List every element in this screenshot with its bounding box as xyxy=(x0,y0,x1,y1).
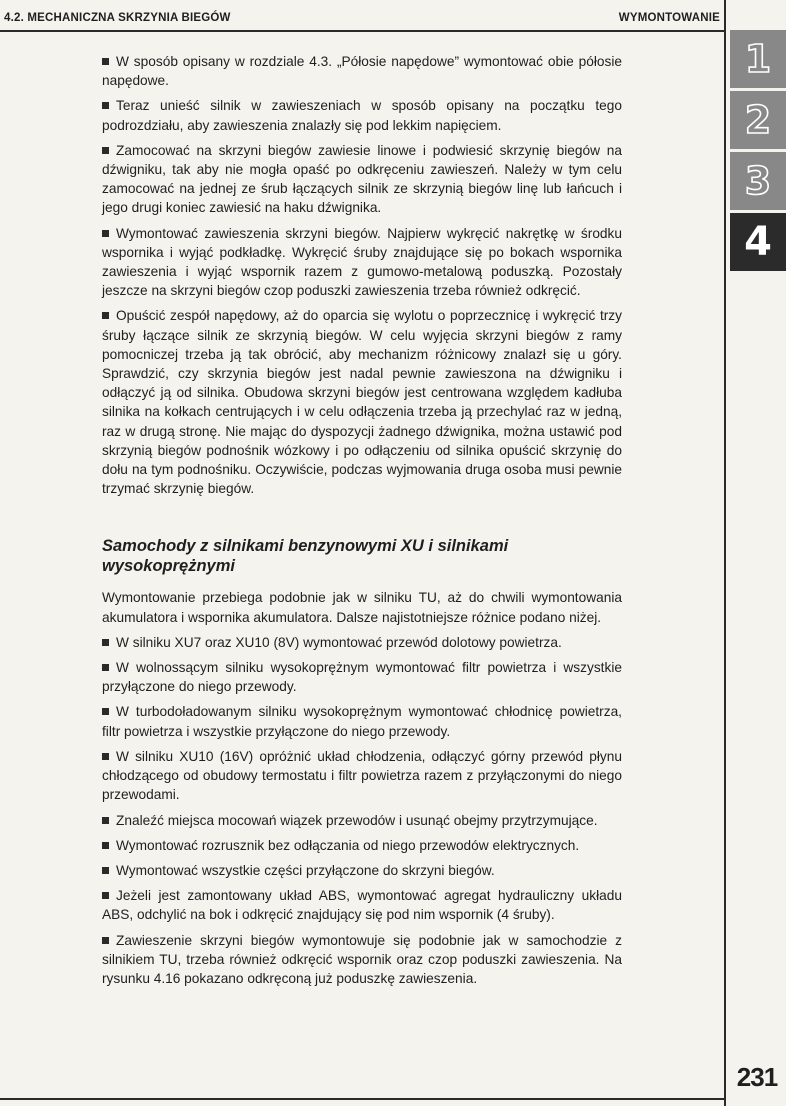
paragraph-text: W wolnossącym silniku wysokoprężnym wymontować filtr powietrza i wszystkie przyłączone do niego przewody. xyxy=(102,660,622,695)
square-bullet-icon xyxy=(102,867,109,874)
square-bullet-icon xyxy=(102,817,109,824)
bullet-paragraph xyxy=(102,96,622,134)
square-bullet-icon xyxy=(102,58,109,65)
chapter-tab-1 xyxy=(730,30,786,88)
page-number: 231 xyxy=(736,1062,778,1092)
square-bullet-icon xyxy=(102,892,109,899)
paragraph-text: Wymontować zawieszenia skrzyni biegów. Najpierw wykręcić nakrętkę w środku wspornika i wyjąć podkładkę. Wykręcić śruby znajdujące się po bokach wspornika zawieszenia i wyjąć wspornik razem z gumowo-metalową poduszką. Pozostały jeszcze na skrzyni biegów czop poduszki zawieszenia trzeba również odkręcić. xyxy=(102,225,622,299)
paragraph-text: Znaleźć miejsca mocowań wiązek przewodów i usunąć obejmy przytrzymujące. xyxy=(116,812,598,828)
square-bullet-icon xyxy=(102,664,109,671)
bullet-paragraph xyxy=(102,52,622,90)
bullet-paragraph xyxy=(102,306,622,498)
square-bullet-icon xyxy=(102,708,109,715)
bullet-paragraph xyxy=(102,931,622,989)
bullet-paragraph xyxy=(102,141,622,218)
square-bullet-icon xyxy=(102,753,109,760)
paragraph-text: W silniku XU7 oraz XU10 (8V) wymontować przewód dolotowy powietrza. xyxy=(116,634,562,650)
bullet-paragraph xyxy=(102,836,622,855)
square-bullet-icon xyxy=(102,639,109,646)
chapter-tab-4-active xyxy=(730,213,786,271)
bullet-paragraph xyxy=(102,633,622,652)
bullet-paragraph xyxy=(102,886,622,924)
section-intro: Wymontowanie przebiega podobnie jak w silniku TU, aż do chwili wymontowania akumulatora i wspornika akumulatora. Dalsze najistotniejsze różnice podano niżej. xyxy=(102,590,622,625)
margin-rule xyxy=(724,0,726,1106)
square-bullet-icon xyxy=(102,102,109,109)
bullet-paragraph xyxy=(102,702,622,740)
chapter-heading: 4.2. MECHANICZNA SKRZYNIA BIEGÓW xyxy=(4,12,231,24)
paragraph-text: Teraz unieść silnik w zawieszeniach w sposób opisany na początku tego podrozdziału, aby zawieszenia znalazły się pod lekkim napięciem. xyxy=(102,98,622,133)
bullet-paragraph xyxy=(102,861,622,880)
chapter-tabs xyxy=(730,30,786,274)
paragraph-text: Wymontować wszystkie części przyłączone do skrzyni biegów. xyxy=(116,862,495,878)
square-bullet-icon xyxy=(102,842,109,849)
footer-rule xyxy=(0,1098,726,1100)
paragraph-text: Jeżeli jest zamontowany układ ABS, wymontować agregat hydrauliczny układu ABS, odchylić na bok i odkręcić znajdujący się pod nim wspornik (4 śruby). xyxy=(102,888,622,923)
paragraph-text: Opuścić zespół napędowy, aż do oparcia się wylotu o poprzecznicę i wykręcić trzy śruby łączące silnik ze skrzynią biegów. W celu wyjęcia skrzyni biegów z ramy pomocniczej trzeba ją tak obrócić, aby mechanizm różnicowy znalazł się u góry. Sprawdzić, czy skrzynia biegów jest nadal pewnie zawieszona na dźwigniku i odłączyć ją od silnika. Obudowa skrzyni biegów jest centrowana względem kadłuba silnika na kołkach centrujących i w celu odłączenia trzeba ją przechylać raz w jedną, raz w drugą stronę. Nie mając do dyspozycji żadnego dźwignika, można ustawić pod skrzynią biegów podnośnik wózkowy i po odłączeniu od silnika opuścić skrzynię do dołu na tym podnośniku. Oczywiście, podczas wyjmowania druga osoba musi pewnie trzymać skrzynię biegów. xyxy=(102,308,622,497)
chapter-tab-label: 1 xyxy=(744,37,772,81)
paragraph-text: Wymontować rozrusznik bez odłączania od niego przewodów elektrycznych. xyxy=(116,837,580,853)
bullet-paragraph xyxy=(102,747,622,805)
chapter-tab-label: 3 xyxy=(744,159,772,203)
chapter-tab-2 xyxy=(730,91,786,149)
main-text xyxy=(102,52,622,994)
bullet-paragraph xyxy=(102,224,622,301)
paragraph-text: Zawieszenie skrzyni biegów wymontowuje się podobnie jak w samochodzie z silnikiem TU, trzeba również odkręcić wspornik oraz czop poduszki zawieszenia. Na rysunku 4.16 pokazano odkręconą już poduszkę zawieszenia. xyxy=(102,932,622,986)
section-heading: WYMONTOWANIE xyxy=(618,12,720,24)
square-bullet-icon xyxy=(102,147,109,154)
chapter-tab-label: 2 xyxy=(744,98,772,142)
paragraph-text: Zamocować na skrzyni biegów zawiesie linowe i podwiesić skrzynię biegów na dźwigniku, tak aby nie mogła opaść po odkręceniu zawieszeń. Należy w tym celu zamocować na jednej ze śrub łączących silnik ze skrzynią biegów linę lub łańcuch i jego drugi koniec zawiesić na haku dźwignika. xyxy=(102,142,622,216)
paragraph-text: W sposób opisany w rozdziale 4.3. „Półosie napędowe” wymontować obie półosie napędowe. xyxy=(102,54,622,89)
section-title: Samochody z silnikami benzynowymi XU i silnikami wysokoprężnymi xyxy=(102,537,509,576)
chapter-tab-label: 4 xyxy=(744,219,772,265)
running-header xyxy=(0,0,724,32)
bullet-paragraph xyxy=(102,811,622,830)
square-bullet-icon xyxy=(102,230,109,237)
paragraph-text: W turbodoładowanym silniku wysokoprężnym wymontować chłodnicę powietrza, filtr powietrza i wszystkie przyłączone do niego przewody. xyxy=(102,704,622,739)
square-bullet-icon xyxy=(102,937,109,944)
chapter-tab-3 xyxy=(730,152,786,210)
bullet-paragraph xyxy=(102,658,622,696)
square-bullet-icon xyxy=(102,312,109,319)
paragraph-text: W silniku XU10 (16V) opróżnić układ chłodzenia, odłączyć górny przewód płynu chłodzącego od obudowy termostatu i filtr powietrza razem z przyłączonymi do niego przewodami. xyxy=(102,748,622,803)
